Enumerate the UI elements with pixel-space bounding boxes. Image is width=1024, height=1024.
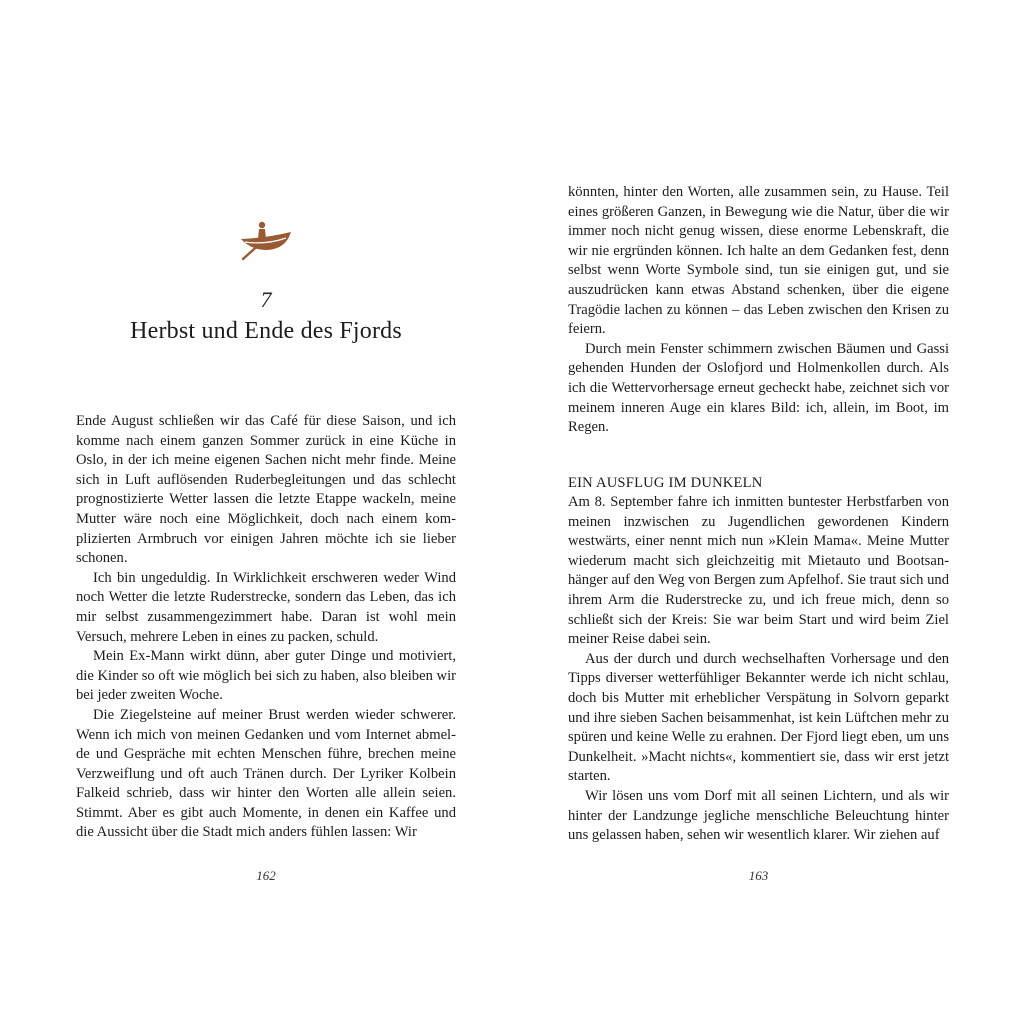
left-page xyxy=(76,0,456,1024)
page-number-left: 162 xyxy=(256,868,276,883)
left-body-text xyxy=(76,412,456,843)
right-body-text-top xyxy=(568,183,949,438)
right-page xyxy=(568,0,949,1024)
paragraph: Am 8. September fahre ich inmitten buntester Herbstfarben von meinen inzwischen zu Jugendlichen gewordenen Kindern westwärts, einer nennt mich nun »Klein Mama«. Meine Mutter wiederum macht sich gleichzeitig mit Mietauto und Bootsanhänger auf den Weg von Bergen zum Apfelhof. Sie traut sich und ihrem Arm die Ruderstrecke zu, und ich freue mich, denn so schließt sich der Kreis: Sie war beim Start und wird beim Ziel meiner Reise dabei sein. xyxy=(568,494,949,648)
paragraph: könnten, hinter den Worten, alle zusammen sein, zu Hause. Teil eines größeren Ganzen, in Bewegung wie die Natur, über die wir immer noch nicht genug wissen, diese enorme Lebenskraft, die wir nie ergründen können. Ich halte an dem Gedanken fest, denn selbst wenn Worte Symbole sind, tun sie einigen gut, und sie auszudrücken kann etwas Abstand schenken, über die eigene Tragödie lachen zu können – das Leben zwischen den Krisen zu feiern. xyxy=(568,184,949,338)
paragraph: Aus der durch und durch wechselhaften Vorhersage und den Tipps diverser wetterfühliger Bekannter werde ich nicht schlau, doch bis Mutter mit erheblicher Verspätung in Solvorn geparkt und ihre sieben Sachen beisammenhat, ist kein Lüftchen mehr zu spüren und keine Welle zu erahnen. Der Fjord liegt eben, um uns Dunkelheit. »Macht nichts«, kommentiert sie, dass wir erst jetzt starten. xyxy=(568,650,949,785)
chapter-number: 7 xyxy=(260,287,272,312)
paragraph: Die Ziegelsteine auf meiner Brust werden wieder schwerer. Wenn ich mich von meinen Gedanken und vom Internet abmelde und Gespräche mit echten Menschen führe, brechen meine Verzweiflung und oft auch Tränen durch. Der Lyriker Kolbein Falkeid schrieb, dass wir hinter den Worten alle allein seien. Stimmt. Aber es gibt auch Momente, in denen ein Kaffee und die Aussicht über die Stadt mich anders fühlen lassen: Wir xyxy=(76,706,456,841)
paragraph: Durch mein Fenster schimmern zwischen Bäumen und Gassi gehenden Hunden der Oslofjord und Holmenkollen durch. Als ich die Wettervorhersage erneut gecheckt habe, zeichnet sich vor meinem inneren Auge ein klares Bild: ich, allein, im Boot, im Regen. xyxy=(568,340,949,436)
paragraph: Mein Ex-Mann wirkt dünn, aber guter Dinge und motiviert, die Kinder so oft wie möglich bei sich zu haben, also bleiben wir bei jeder zweiten Woche. xyxy=(76,648,456,704)
right-body-text-bottom xyxy=(568,493,949,846)
rowboat-icon xyxy=(239,219,293,263)
page-number-right: 163 xyxy=(748,868,769,883)
paragraph: Ich bin ungeduldig. In Wirklichkeit erschweren weder Wind noch Wetter die letzte Ruderstrecke, sondern das Leben, das ich mir selbst zusammengezimmert habe. Daran ist wohl mein Versuch, mehrere Leben in eines zu packen, schuld. xyxy=(76,569,456,645)
paragraph: Wir lösen uns vom Dorf mit all seinen Lichtern, und als wir hinter der Landzunge jegliche menschliche Beleuchtung hinter uns gelassen haben, sehen wir wesentlich klarer. Wir ziehen auf xyxy=(568,787,949,844)
chapter-title: Herbst und Ende des Fjords xyxy=(130,318,402,344)
paragraph: Ende August schließen wir das Café für diese Saison, und ich komme nach einem ganzen Sommer zurück in eine Küche in Oslo, in der ich meine eigenen Sachen nicht mehr finde. Meine sich in Luft auflösenden Ruderbegleitungen und das schlecht prognostizierte Wetter lassen die letzte Etappe wackeln, meine Mutter wäre noch eine Möglichkeit, doch nach einem komplizierten Armbruch vor einigen Jahren möchte ich sie lieber schonen. xyxy=(76,413,456,567)
section-heading: EIN AUSFLUG IM DUNKELN xyxy=(568,475,763,491)
